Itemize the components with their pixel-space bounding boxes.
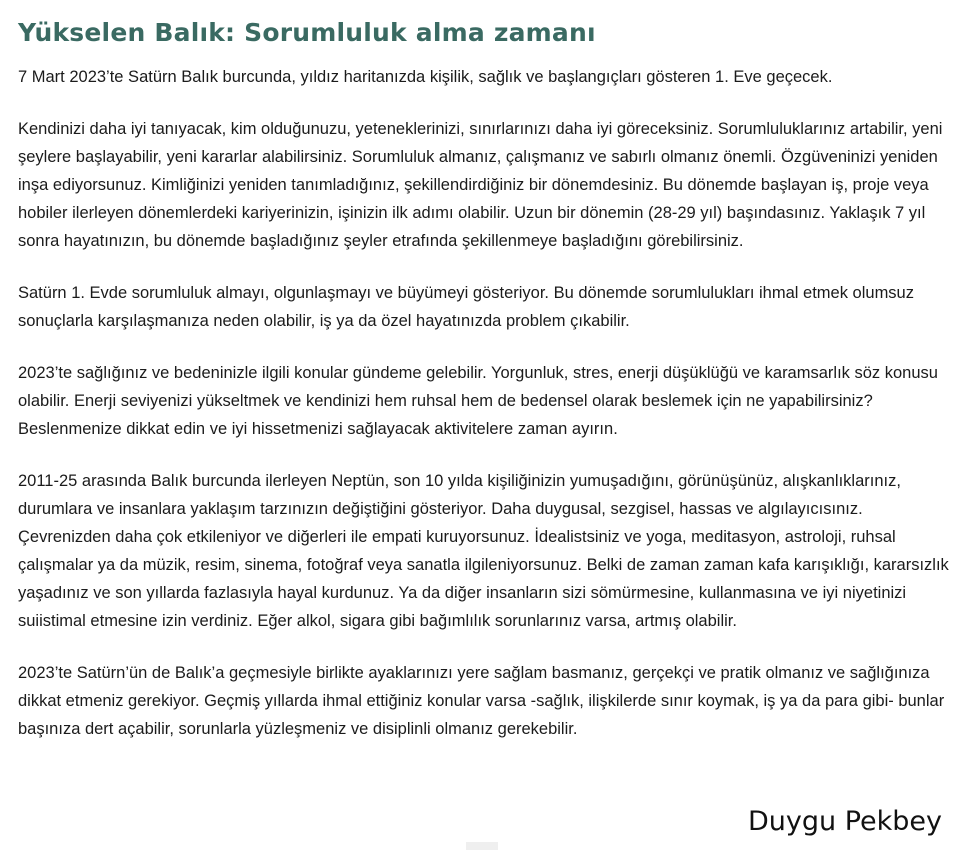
paragraph-self-knowledge: Kendinizi daha iyi tanıyacak, kim olduğunuzu, yeteneklerinizi, sınırlarınızı daha iyi göreceksiniz. Sorumluluklarınız artabilir, yeni şeylere başlayabilir, yeni kararlar alabilirsiniz. Sorumluluk almanız, çalışmanız ve sabırlı olmanız önemli. Özgüveninizi yeniden inşa ediyorsunuz. Kimliğinizi yeniden tanımladığınız, şekillendirdiğiniz bir dönemdesiniz. Bu dönemde başlayan iş, proje veya hobiler ilerleyen dönemlerdeki kariyerinizin, işinizin ilk adımı olabilir. Uzun bir dönemin (28-29 yıl) başındasınız. Yaklaşık 7 yıl sonra hayatınızın, bu dönemde başladığınız şeyler etrafında şekillenmeye başladığını görebilirsiniz. — [18, 120, 943, 250]
author-signature: Duygu Pekbey — [748, 806, 943, 837]
paragraph-health: 2023’te sağlığınız ve bedeninizle ilgili konular gündeme gelebilir. Yorgunluk, stres, enerji düşüklüğü ve karamsarlık söz konusu olabilir. Enerji seviyenizi yükseltmek ve kendinizi hem ruhsal hem de bedensel olarak beslemek için ne yapabilirsiniz? Beslenmenize dikkat edin ve iyi hissetmenizi sağlayacak aktivitelere zaman ayırın. — [18, 364, 938, 438]
paragraph-neptune: 2011-25 arasında Balık burcunda ilerleyen Neptün, son 10 yılda kişiliğinizin yumuşadığını, görünüşünüz, alışkanlıklarınız, durumlara ve insanlara yaklaşım tarzınızın değiştiğini gösteriyor. Daha duygusal, sezgisel, hassas ve algılayıcısınız. Çevrenizden daha çok etkileniyor ve diğerleri ile empati kuruyorsunuz. İdealistsiniz ve yoga, meditasyon, astroloji, ruhsal çalışmalar ya da müzik, resim, sinema, fotoğraf veya sanatla ilgileniyorsunuz. Belki de zaman zaman kafa karışıklığı, kararsızlık yaşadınız ve son yıllarda fazlasıyla hayal kurdunuz. Ya da diğer insanların sizi sömürmesine, kullanmasına ve iyi niyetinizi suiistimal etmesine izin verdiniz. Eğer alkol, sigara gibi bağımlılık sorunlarınız varsa, artmış olabilir. — [18, 472, 949, 630]
paragraph-intro: 7 Mart 2023’te Satürn Balık burcunda, yıldız haritanızda kişilik, sağlık ve başlangıçları gösteren 1. Eve geçecek. — [18, 68, 833, 86]
scroll-indicator — [466, 842, 498, 850]
article-title: Yükselen Balık: Sorumluluk alma zamanı — [18, 18, 596, 47]
article — [18, 0, 958, 743]
paragraph-saturn-first-house: Satürn 1. Evde sorumluluk almayı, olgunlaşmayı ve büyümeyi gösteriyor. Bu dönemde sorumlulukları ihmal etmek olumsuz sonuçlarla karşılaşmanıza neden olabilir, iş ya da özel hayatınızda problem çıkabilir. — [18, 284, 914, 330]
paragraph-saturn-pisces: 2023’te Satürn’ün de Balık’a geçmesiyle birlikte ayaklarınızı yere sağlam basmanız, gerçekçi ve pratik olmanız ve sağlığınıza dikkat etmeniz gerekiyor. Geçmiş yıllarda ihmal ettiğiniz konular varsa -sağlık, ilişkilerde sınır koymak, iş ya da para gibi- bunlar başınıza dert açabilir, sorunlarla yüzleşmeniz ve disiplinli olmanız gerekebilir. — [18, 664, 945, 738]
